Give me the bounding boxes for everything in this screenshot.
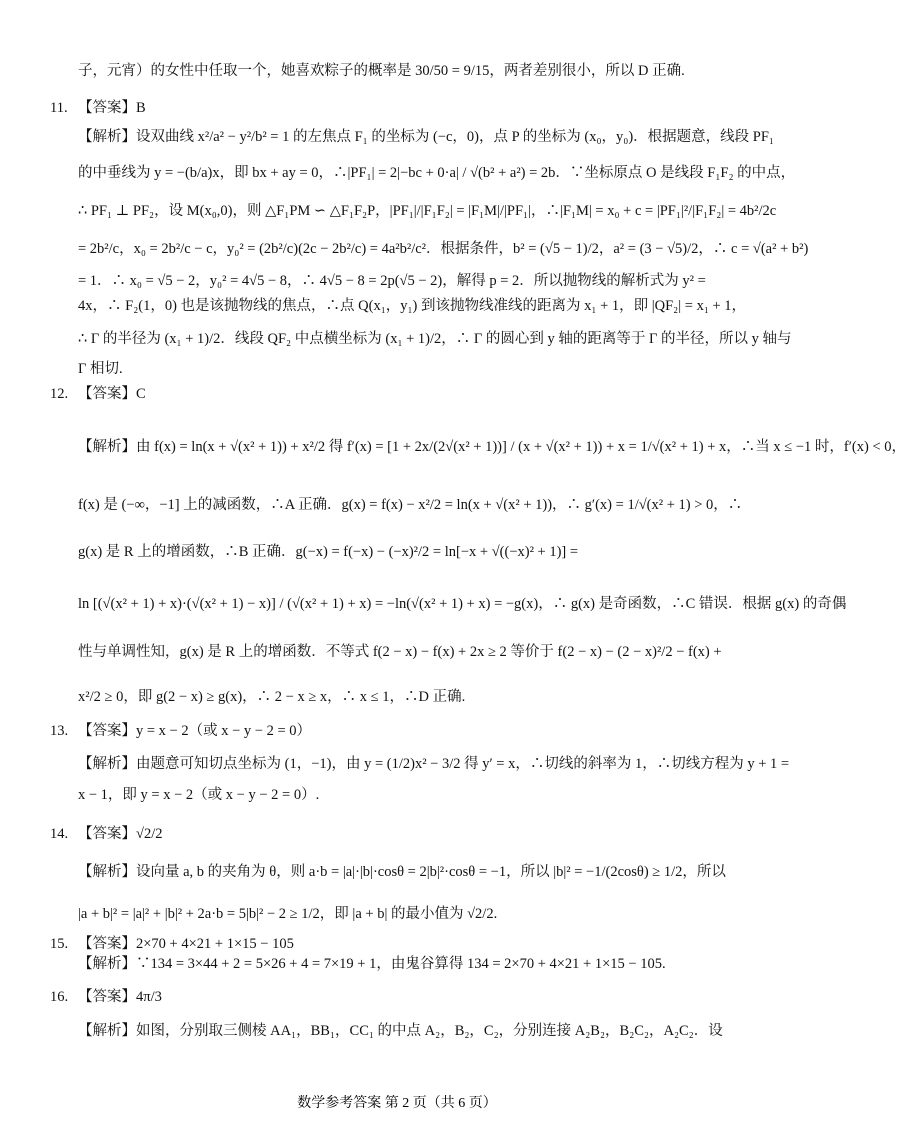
text-line: ln [(√(x² + 1) + x)·(√(x² + 1) − x)] / (√(x² + 1) + x) = −ln(√(x² + 1) + x) = −g(x)，∴ g(x) 是奇函数，∴C 错误．根据 g(x) 的奇偶 (78, 596, 847, 612)
text-line: 性与单调性知，g(x) 是 R 上的增函数．不等式 f(2 − x) − f(x) + 2x ≥ 2 等价于 f(2 − x) − (2 − x)²/2 − f(x) + (78, 644, 722, 660)
text-line: Γ 相切. (78, 361, 123, 377)
question-number: 12. (50, 386, 69, 402)
text-line: x − 1，即 y = x − 2（或 x − y − 2 = 0）. (78, 787, 320, 803)
text-line: 【解析】设向量 a, b 的夹角为 θ，则 a·b = |a|·|b|·cosθ = 2|b|²·cosθ = −1，所以 |b|² = −1/(2cosθ) ≥ 1/2，所以 (78, 864, 726, 880)
text-line: ∴ Γ 的半径为 (x₁ + 1)/2．线段 QF₂ 中点横坐标为 (x₁ + 1)/2，∴ Γ 的圆心到 y 轴的距离等于 Γ 的半径，所以 y 轴与 (78, 331, 792, 347)
text-line: 4x，∴ F₂(1，0) 也是该抛物线的焦点，∴点 Q(x₁，y₁) 到该抛物线准线的距离为 x₁ + 1，即 |QF₂| = x₁ + 1， (78, 298, 747, 314)
question-number: 11. (50, 100, 68, 116)
text-line: 【解析】如图，分别取三侧棱 AA₁，BB₁，CC₁ 的中点 A₂，B₂，C₂，分别连接 A₂B₂，B₂C₂，A₂C₂．设 (78, 1023, 723, 1039)
question-number: 14. (50, 826, 69, 842)
text-line: = 2b²/c，x₀ = 2b²/c − c，y₀² = (2b²/c)(2c − 2b²/c) = 4a²b²/c²．根据条件，b² = (√5 − 1)/2，a² = (3 − √5)/2，∴ c = √(a² + b²) (78, 241, 809, 257)
text-line: 【答案】√2/2 (78, 826, 163, 842)
page-footer: 数学参考答案 第 2 页（共 6 页） (297, 1096, 497, 1111)
text-line: 【解析】∵134 = 3×44 + 2 = 5×26 + 4 = 7×19 + 1，由鬼谷算得 134 = 2×70 + 4×21 + 1×15 − 105. (78, 956, 666, 972)
text-line: f(x) 是 (−∞，−1] 上的减函数，∴A 正确．g(x) = f(x) − x²/2 = ln(x + √(x² + 1))，∴ g′(x) = 1/√(x² + 1) > 0，∴ (78, 497, 743, 513)
text-line: 【解析】设双曲线 x²/a² − y²/b² = 1 的左焦点 F₁ 的坐标为 (−c，0)，点 P 的坐标为 (x₀，y₀)．根据题意，线段 PF₁ (78, 129, 774, 145)
text-line: 的中垂线为 y = −(b/a)x，即 bx + ay = 0，∴|PF₁| = 2|−bc + 0·a| / √(b² + a²) = 2b．∵坐标原点 O 是线段 F₁F₂ 的中点， (78, 165, 796, 181)
text-line: |a + b|² = |a|² + |b|² + 2a·b = 5|b|² − 2 ≥ 1/2，即 |a + b| 的最小值为 √2/2. (78, 906, 498, 922)
text-line: 【答案】2×70 + 4×21 + 1×15 − 105 (78, 936, 294, 952)
text-line: 【答案】B (78, 100, 146, 116)
text-line: ∴ PF₁ ⊥ PF₂，设 M(x₀,0)，则 △F₁PM ∽ △F₁F₂P，|PF₁|/|F₁F₂| = |F₁M|/|PF₁|，∴|F₁M| = x₀ + c = |PF₁|²/|F₁F₂| = 4b²/2c (78, 203, 777, 219)
text-line: 【答案】y = x − 2（或 x − y − 2 = 0） (78, 723, 312, 739)
text-line: 【答案】4π/3 (78, 989, 162, 1005)
question-number: 15. (50, 936, 69, 952)
text-line: g(x) 是 R 上的增函数，∴B 正确．g(−x) = f(−x) − (−x)²/2 = ln[−x + √((−x)² + 1)] = (78, 544, 579, 560)
text-line: 【解析】由题意可知切点坐标为 (1，−1)，由 y = (1/2)x² − 3/2 得 y′ = x，∴切线的斜率为 1，∴切线方程为 y + 1 = (78, 756, 790, 772)
text-line: 子，元宵）的女性中任取一个，她喜欢粽子的概率是 30/50 = 9/15，两者差别很小，所以 D 正确. (78, 63, 685, 79)
text-line: x²/2 ≥ 0，即 g(2 − x) ≥ g(x)，∴ 2 − x ≥ x，∴ x ≤ 1，∴D 正确. (78, 689, 466, 705)
text-line: 【答案】C (78, 386, 146, 402)
text-line: 【解析】由 f(x) = ln(x + √(x² + 1)) + x²/2 得 f′(x) = [1 + 2x/(2√(x² + 1))] / (x + √(x² + 1)) + x = 1/√(x² + 1) + x，∴当 x ≤ −1 时，f′(x) < 0， (78, 439, 906, 455)
text-line: = 1．∴ x₀ = √5 − 2，y₀² = 4√5 − 8，∴ 4√5 − 8 = 2p(√5 − 2)，解得 p = 2．所以抛物线的解析式为 y² = (78, 273, 706, 289)
question-number: 16. (50, 989, 69, 1005)
question-number: 13. (50, 723, 69, 739)
